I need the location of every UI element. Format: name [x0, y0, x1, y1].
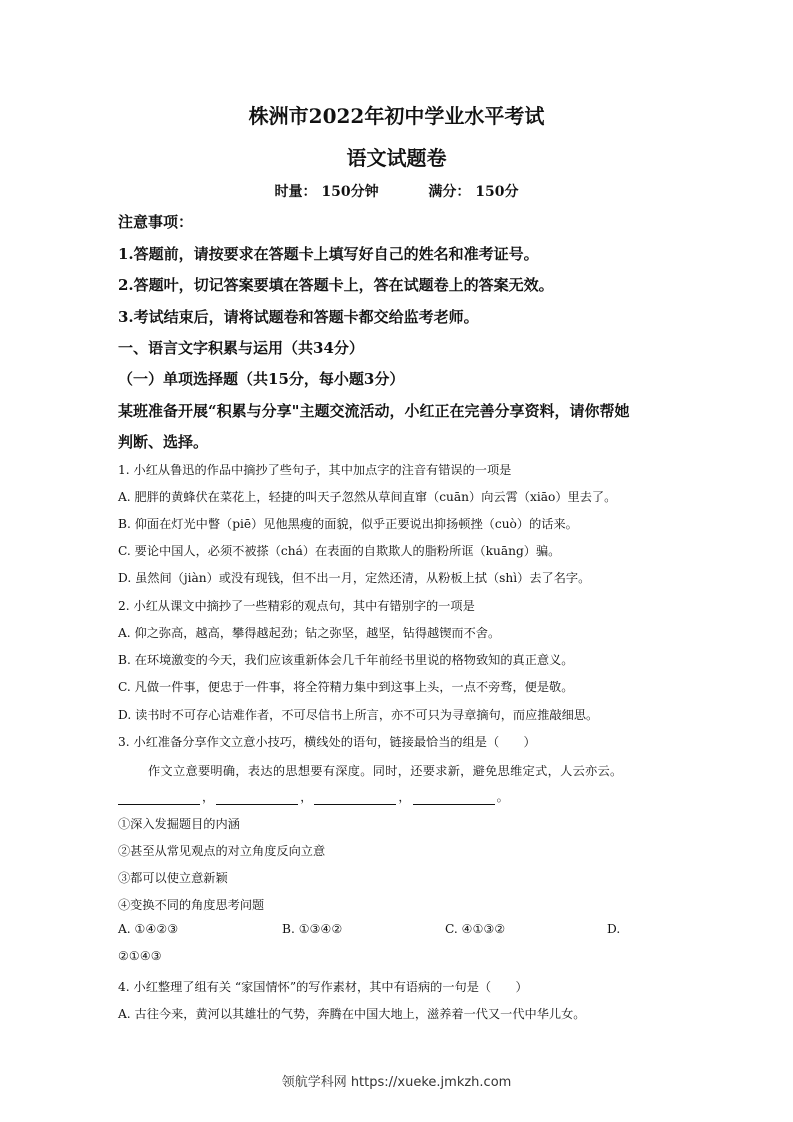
section-heading: 一、语言文字积累与运用（共34分）: [118, 339, 364, 357]
blank-separator: ，: [398, 790, 411, 804]
q3-item: ①深入发掘题目的内涵: [118, 817, 240, 831]
q1-option-c: C. 要论中国人，必须不被搽（chá）在表面的自欺欺人的脂粉所诓（kuāng）骗。: [118, 544, 561, 558]
notice-item: 1.答题前，请按要求在答题卡上填写好自己的姓名和准考证号。: [118, 245, 539, 263]
q3-option-a: A. ①④②③: [118, 922, 179, 936]
q3-option-c: C. ④①③②: [445, 922, 506, 936]
q3-item: ③都可以使立意新颖: [118, 871, 228, 885]
q3-blanks: [118, 788, 509, 805]
score-label: 满分：: [428, 184, 471, 200]
answer-blank: [314, 790, 396, 805]
footer-watermark: 领航学科网 https://xueke.jmkzh.com: [281, 1075, 512, 1090]
q2-option-b: B. 在环境激变的今天，我们应该重新体会几千年前经书里说的格物致知的真正意义。: [118, 653, 574, 667]
q1-option-d: D. 虽然间（jiàn）或没有现钱，但不出一月，定然还清，从粉板上拭（shì）去了名字。: [118, 571, 591, 585]
q3-option-b: B. ①③④②: [282, 922, 343, 936]
time-label: 时量：: [274, 184, 317, 200]
exam-meta: [0, 181, 793, 201]
time-value: 150分钟: [321, 184, 379, 200]
exam-title: 株洲市2022年初中学业水平考试: [248, 104, 545, 128]
q3-options: [118, 922, 678, 940]
q2-option-a: A. 仰之弥高，越高，攀得越起劲；钻之弥坚，越坚，钻得越锲而不舍。: [118, 626, 501, 640]
q4-option-a: A. 古往今来，黄河以其雄壮的气势，奔腾在中国大地上，滋养着一代又一代中华儿女。: [118, 1007, 586, 1021]
q3-passage: 作文立意要明确，表达的思想要有深度。同时，还要求新，避免思维定式，人云亦云。: [148, 764, 623, 778]
exam-subtitle: 语文试题卷: [346, 146, 447, 170]
q2-option-c: C. 凡做一件事，便忠于一件事，将全符精力集中到这事上头，一点不旁骛，便是敬。: [118, 680, 574, 694]
question-stem: 2. 小红从课文中摘抄了一些精彩的观点句，其中有错别字的一项是: [118, 599, 475, 613]
answer-blank: [413, 790, 495, 805]
q3-item: ②甚至从常见观点的对立角度反向立意: [118, 844, 326, 858]
q3-option-d-cont: ②①④③: [118, 949, 162, 963]
question-stem: 4. 小红整理了组有关 “家国情怀”的写作素材，其中有语病的一句是（ ）: [118, 980, 528, 994]
blank-separator: ，: [300, 790, 313, 804]
blank-end: 。: [496, 790, 509, 804]
q1-option-b: B. 仰面在灯光中瞥（piē）见他黑瘦的面貌，似乎正要说出抑扬顿挫（cuò）的话来。: [118, 517, 578, 531]
notice-item: 3.考试结束后，请将试题卷和答题卡都交给监考老师。: [118, 308, 479, 326]
q1-option-a: A. 肥胖的黄蜂伏在菜花上，轻捷的叫天子忽然从草间直窜（cuān）向云霄（xiāo）里去了。: [118, 490, 617, 504]
section-intro: 判断、选择。: [118, 433, 209, 451]
notice-heading: 注意事项：: [118, 213, 194, 231]
blank-separator: ，: [202, 790, 215, 804]
question-stem: 1. 小红从鲁迅的作品中摘抄了些句子，其中加点字的注音有错误的一项是: [118, 463, 512, 477]
section-subheading: （一）单项选择题（共15分，每小题3分）: [118, 370, 405, 388]
q3-item: ④变换不同的角度思考问题: [118, 898, 265, 912]
section-intro: 某班准备开展“积累与分享"主题交流活动，小红正在完善分享资料，请你帮她: [118, 402, 630, 420]
answer-blank: [216, 790, 298, 805]
answer-blank: [118, 790, 200, 805]
question-stem: 3. 小红准备分享作文立意小技巧，横线处的语句，链接最恰当的组是（ ）: [118, 735, 536, 749]
notice-item: 2.答题叶，切记答案要填在答题卡上，答在试题卷上的答案无效。: [118, 276, 554, 294]
q3-option-d: D.: [607, 922, 621, 936]
score-value: 150分: [475, 184, 519, 200]
q2-option-d: D. 读书时不可存心诘难作者，不可尽信书上所言，亦不可只为寻章摘句，而应推敲细思。: [118, 708, 599, 722]
